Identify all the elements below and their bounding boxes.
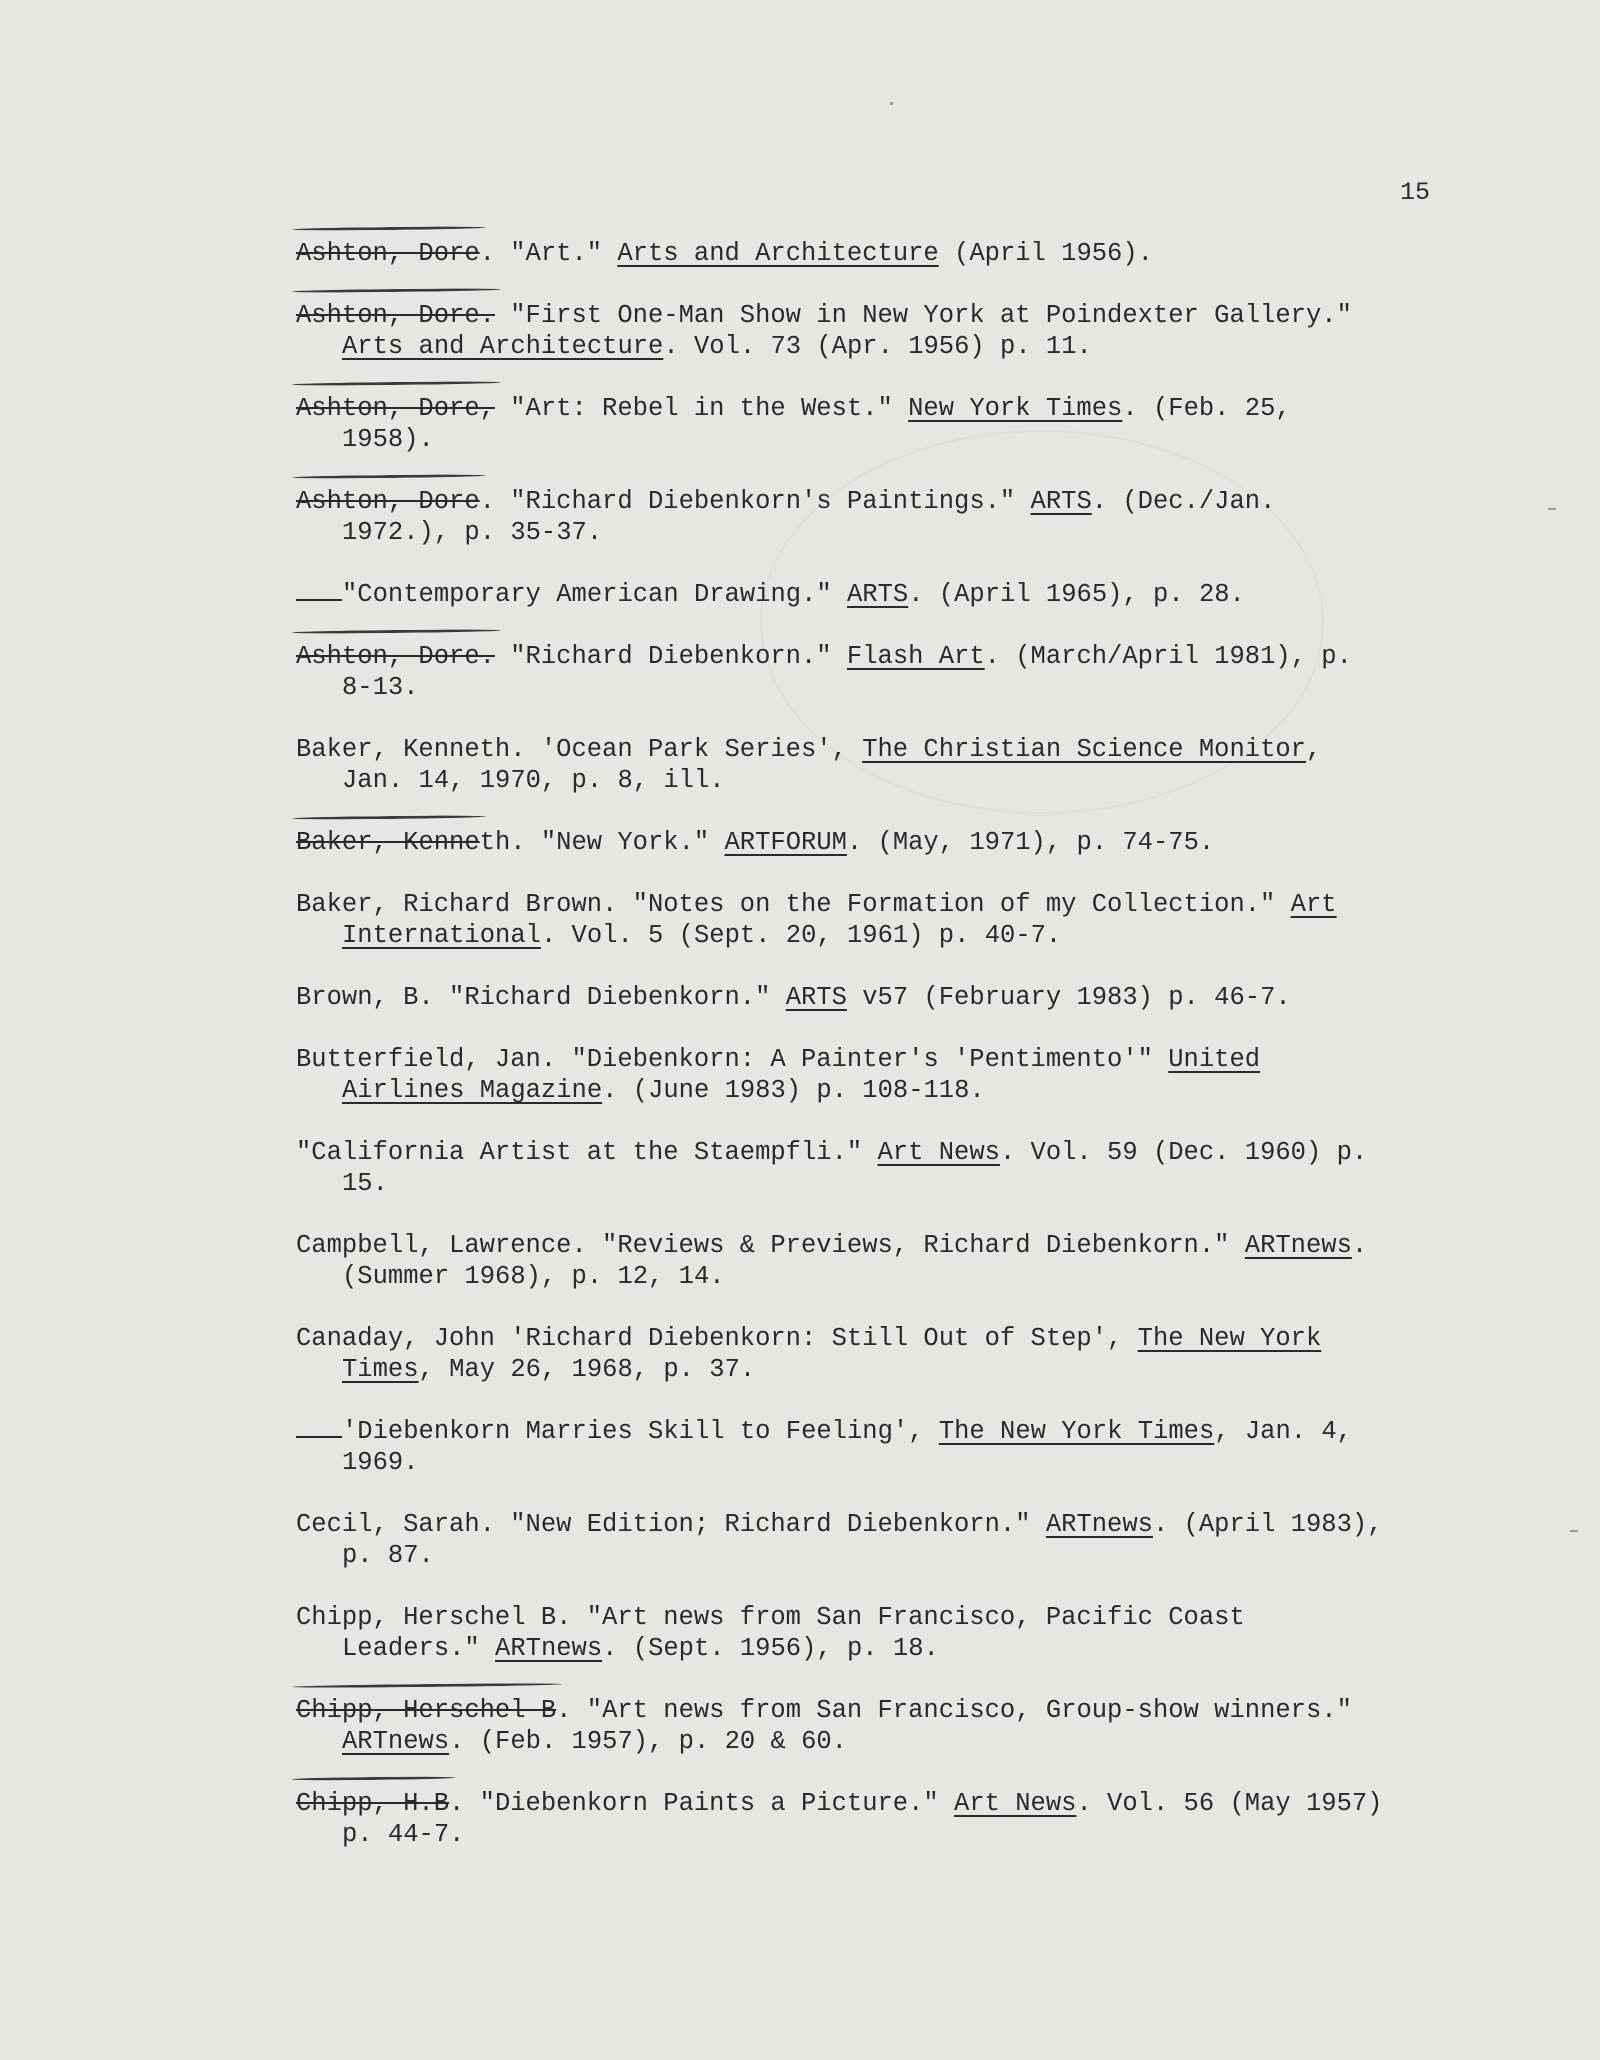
journal-title: Art International <box>342 890 1337 950</box>
entry-citation: . (June 1983) p. 108-118. <box>602 1076 985 1105</box>
journal-title: Art News <box>954 1789 1077 1818</box>
bibliography-entry <box>296 641 1396 703</box>
bibliography-entry <box>296 1137 1396 1199</box>
journal-title: ARTS <box>785 983 847 1012</box>
entry-text: Chipp, Herschel B. "Art news from San Francisco, Pacific Coast Leaders." <box>296 1603 1245 1663</box>
entry-citation: , May 26, 1968, p. 37. <box>418 1355 756 1384</box>
bibliography-entry <box>296 827 1396 858</box>
entry-text: Butterfield, Jan. "Diebenkorn: A Painter's 'Pentimento'" <box>296 1045 1169 1074</box>
struck-author: Ashton, Dore, <box>296 394 495 423</box>
journal-title: ARTFORUM <box>724 828 847 857</box>
bibliography-entry <box>296 889 1396 951</box>
page-number: 15 <box>1400 178 1431 207</box>
entry-citation: . Vol. 5 (Sept. 20, 1961) p. 40-7. <box>540 921 1062 950</box>
bibliography-entry <box>296 300 1396 362</box>
struck-author: Ashton, Dore. <box>296 642 495 671</box>
entry-text: "Contemporary American Drawing." <box>342 580 847 609</box>
entry-text: 'Diebenkorn Marries Skill to Feeling', <box>342 1417 939 1446</box>
entry-citation: v57 (February 1983) p. 46-7. <box>846 983 1291 1012</box>
bibliography-entry <box>296 734 1396 796</box>
bibliography-list <box>296 238 1396 1881</box>
entry-citation: . Vol. 59 (Dec. 1960) p. 15. <box>342 1138 1368 1198</box>
entry-citation: . (Sept. 1956), p. 18. <box>602 1634 939 1663</box>
journal-title: United Airlines Magazine <box>342 1045 1261 1105</box>
entry-citation: . Vol. 73 (Apr. 1956) p. 11. <box>663 332 1092 361</box>
struck-author: Ashton, Dore <box>296 239 480 268</box>
bibliography-entry <box>296 1695 1396 1757</box>
bibliography-entry <box>296 1509 1396 1571</box>
entry-citation: . (April 1965), p. 28. <box>908 580 1245 609</box>
journal-title: ARTnews <box>342 1727 450 1756</box>
entry-citation: . (April 1983), p. 87. <box>342 1510 1383 1570</box>
struck-author: Ashton, Dore. <box>296 301 495 330</box>
entry-text: Cecil, Sarah. "New Edition; Richard Diebenkorn." <box>296 1510 1046 1539</box>
entry-text: "First One-Man Show in New York at Poindexter Gallery." <box>494 301 1352 330</box>
journal-title: ARTnews <box>1045 1510 1153 1539</box>
journal-title: The Christian Science Monitor <box>862 735 1306 764</box>
entry-text: "Art: Rebel in the West." <box>494 394 909 423</box>
journal-title: Art News <box>877 1138 1000 1167</box>
entry-text: . "Diebenkorn Paints a Picture." <box>449 1789 955 1818</box>
bibliography-entry <box>296 1788 1396 1850</box>
bibliography-entry <box>296 982 1396 1013</box>
journal-title: New York Times <box>908 394 1123 423</box>
entry-citation: , Jan. 14, 1970, p. 8, ill. <box>342 735 1322 795</box>
entry-citation: . (Summer 1968), p. 12, 14. <box>342 1231 1368 1291</box>
struck-author: Ashton, Dore <box>296 487 480 516</box>
entry-citation: . (March/April 1981), p. 8-13. <box>342 642 1352 702</box>
entry-citation: . Vol. 56 (May 1957) p. 44-7. <box>342 1789 1383 1849</box>
entry-text: Canaday, John 'Richard Diebenkorn: Still Out of Step', <box>296 1324 1138 1353</box>
struck-author: Chipp, H.B <box>296 1789 450 1818</box>
entry-citation: . (Feb. 25, 1958). <box>342 394 1291 454</box>
bibliography-entry <box>296 1323 1396 1385</box>
entry-text: "California Artist at the Staempfli." <box>296 1138 878 1167</box>
bibliography-entry <box>296 393 1396 455</box>
entry-text: "Richard Diebenkorn." <box>494 642 847 671</box>
entry-text: th <box>479 828 511 857</box>
bibliography-entry <box>296 1602 1396 1664</box>
bibliography-entry <box>296 238 1396 269</box>
entry-citation: (April 1956). <box>938 239 1153 268</box>
struck-author: Chipp, Herschel B <box>296 1696 557 1725</box>
journal-title: Arts and Architecture <box>617 239 939 268</box>
bibliography-entry <box>296 579 1396 610</box>
speck <box>1570 1530 1578 1532</box>
speck <box>1548 508 1556 510</box>
entry-text: Baker, Richard Brown. "Notes on the Formation of my Collection." <box>296 890 1291 919</box>
bibliography-entry <box>296 1044 1396 1106</box>
entry-text: . "Richard Diebenkorn's Paintings." <box>479 487 1031 516</box>
journal-title: ARTnews <box>495 1634 603 1663</box>
ditto-blank-line <box>296 1418 342 1438</box>
entry-citation: . (Dec./Jan. 1972.), p. 35-37. <box>342 487 1276 547</box>
journal-title: The New York Times <box>342 1324 1322 1384</box>
journal-title: ARTS <box>1030 487 1092 516</box>
journal-title: Arts and Architecture <box>342 332 664 361</box>
entry-text: . "Art." <box>479 239 618 268</box>
ditto-blank-line <box>296 581 342 601</box>
entry-text: . "Art news from San Francisco, Group-show winners." <box>556 1696 1352 1725</box>
journal-title: Flash Art <box>846 642 985 671</box>
entry-citation: . (May, 1971), p. 74-75. <box>846 828 1215 857</box>
journal-title: ARTnews <box>1244 1231 1352 1260</box>
entry-citation: . (Feb. 1957), p. 20 & 60. <box>449 1727 847 1756</box>
entry-text: Brown, B. "Richard Diebenkorn." <box>296 983 786 1012</box>
struck-author: Baker, Kenne <box>296 828 480 857</box>
bibliography-entry <box>296 1416 1396 1478</box>
bibliography-entry <box>296 1230 1396 1292</box>
journal-title: The New York Times <box>938 1417 1215 1446</box>
entry-text: . "New York." <box>510 828 725 857</box>
journal-title: ARTS <box>846 580 909 609</box>
entry-text: Baker, Kenneth. 'Ocean Park Series', <box>296 735 863 764</box>
bibliography-entry <box>296 486 1396 548</box>
speck <box>890 102 893 105</box>
entry-citation: , Jan. 4, 1969. <box>342 1417 1352 1477</box>
entry-text: Campbell, Lawrence. "Reviews & Previews, Richard Diebenkorn." <box>296 1231 1245 1260</box>
